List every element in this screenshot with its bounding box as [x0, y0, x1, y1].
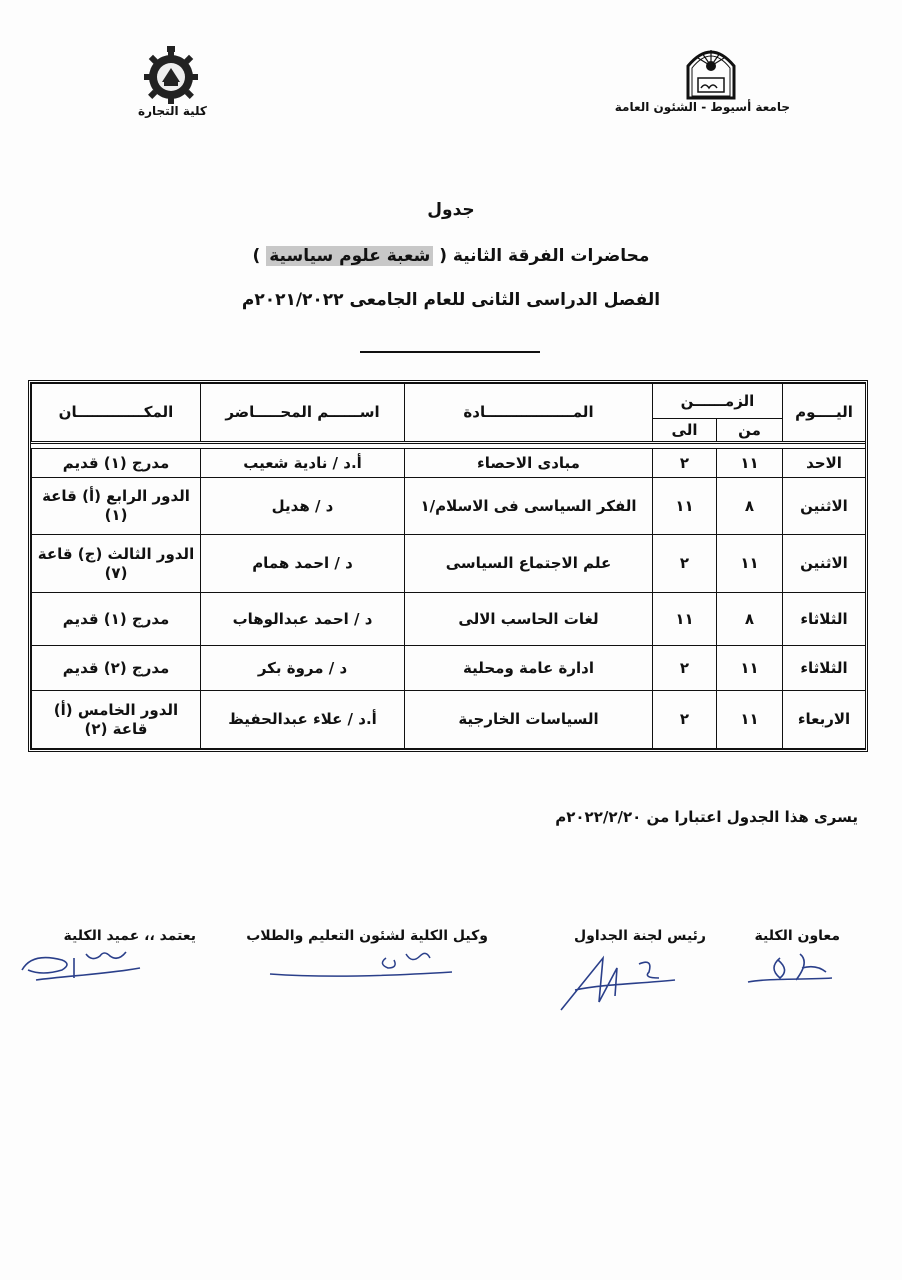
signature-label-vice-dean: وكيل الكلية لشئون التعليم والطلاب — [246, 928, 488, 944]
cell-subject: ادارة عامة ومحلية — [405, 646, 653, 691]
cell-place: مدرج (١) قديم — [32, 449, 201, 478]
table-row — [32, 535, 866, 593]
cell-to: ٢ — [653, 691, 717, 749]
header-day: اليــــوم — [783, 384, 866, 443]
cell-day: الثلاثاء — [783, 646, 866, 691]
cell-from: ٨ — [717, 592, 783, 645]
cell-place: الدور الخامس (أ) قاعة (٢) — [32, 691, 201, 749]
cell-place: مدرج (٢) قديم — [32, 646, 201, 691]
cell-to: ٢ — [653, 449, 717, 478]
title-underline — [360, 351, 540, 353]
cell-day: الاثنين — [783, 535, 866, 593]
cell-subject: الفكر السياسى فى الاسلام/١ — [405, 477, 653, 535]
cell-to: ١١ — [653, 477, 717, 535]
cell-lecturer: أ.د / نادية شعيب — [201, 449, 405, 478]
cell-lecturer: أ.د / علاء عبدالحفيظ — [201, 691, 405, 749]
subtitle-suffix: ) — [252, 246, 261, 266]
cell-lecturer: د / هديل — [201, 477, 405, 535]
validity-note: يسرى هذا الجدول اعتبارا من ٢٠٢٢/٢/٢٠م — [555, 808, 858, 826]
cell-subject: علم الاجتماع السياسى — [405, 535, 653, 593]
signature-committee — [555, 950, 695, 1016]
university-emblem-icon — [682, 44, 740, 100]
cell-subject: لغات الحاسب الالى — [405, 592, 653, 645]
cell-place: الدور الرابع (أ) قاعة (١) — [32, 477, 201, 535]
header-from: من — [717, 419, 783, 443]
cell-from: ٨ — [717, 477, 783, 535]
cell-day: الاثنين — [783, 477, 866, 535]
cell-from: ١١ — [717, 535, 783, 593]
table-row — [32, 477, 866, 535]
signature-assistant — [740, 948, 840, 990]
signature-vice-dean — [266, 950, 456, 982]
signature-label-committee: رئيس لجنة الجداول — [573, 928, 706, 944]
semester-line: الفصل الدراسى الثانى للعام الجامعى ٢٠٢١/٢٠٢٢م — [241, 290, 661, 310]
table-row — [32, 592, 866, 645]
cell-place: الدور الثالث (ج) قاعة (٧) — [32, 535, 201, 593]
cell-from: ١١ — [717, 646, 783, 691]
header-to: الى — [653, 419, 717, 443]
document-subtitle — [0, 246, 902, 266]
cell-to: ٢ — [653, 646, 717, 691]
header-lecturer: اســــــم المحـــــاضر — [201, 384, 405, 443]
cell-day: الاحد — [783, 449, 866, 478]
cell-day: الاربعاء — [783, 691, 866, 749]
cell-from: ١١ — [717, 449, 783, 478]
document-title: جدول — [427, 200, 475, 220]
gear-emblem-icon — [140, 44, 202, 106]
cell-subject: السياسات الخارجية — [405, 691, 653, 749]
cell-to: ١١ — [653, 592, 717, 645]
cell-subject: مبادى الاحصاء — [405, 449, 653, 478]
table-row — [32, 691, 866, 749]
signature-label-assistant: معاون الكلية — [754, 928, 840, 944]
cell-from: ١١ — [717, 691, 783, 749]
cell-day: الثلاثاء — [783, 592, 866, 645]
header-time: الزمــــــن — [653, 384, 783, 419]
cell-lecturer: د / احمد عبدالوهاب — [201, 592, 405, 645]
university-name: جامعة أسيوط - الشئون العامة — [614, 100, 790, 114]
cell-lecturer: د / احمد همام — [201, 535, 405, 593]
cell-lecturer: د / مروة بكر — [201, 646, 405, 691]
header-place: المكـــــــــــــان — [32, 384, 201, 443]
faculty-name: كلية التجارة — [138, 104, 207, 118]
header-subject: المـــــــــــــــــادة — [405, 384, 653, 443]
table-row — [32, 449, 866, 478]
subtitle-prefix: محاضرات الفرقة الثانية ( — [439, 246, 650, 266]
department-highlight: شعبة علوم سياسية — [266, 246, 433, 266]
schedule-table — [28, 380, 868, 752]
cell-to: ٢ — [653, 535, 717, 593]
signature-dean — [16, 944, 146, 990]
cell-place: مدرج (١) قديم — [32, 592, 201, 645]
table-row — [32, 646, 866, 691]
signature-label-dean: يعتمد ،، عميد الكلية — [63, 928, 196, 944]
